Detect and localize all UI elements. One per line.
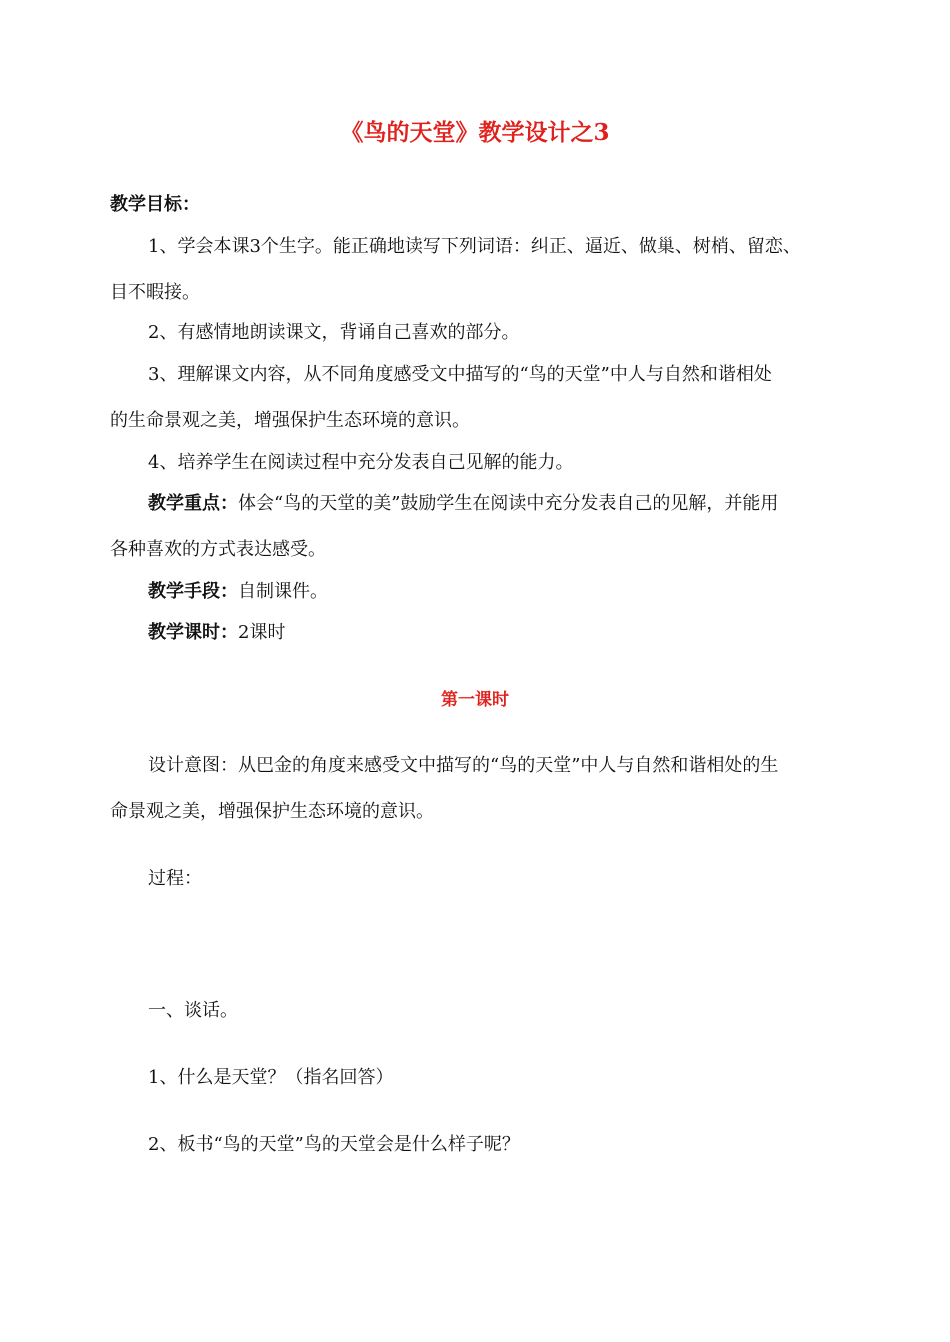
goal-item-3-line-1: 3、理解课文内容，从不同角度感受文中描写的“鸟的天堂”中人与自然和谐相处 <box>148 364 772 385</box>
focus-line-2: 各种喜欢的方式表达感受。 <box>110 539 326 560</box>
goal-item-4: 4、培养学生在阅读过程中充分发表自己见解的能力。 <box>148 452 574 473</box>
part-1-heading: 一、谈话。 <box>148 1000 238 1021</box>
goal-item-3-line-2: 的生命景观之美，增强保护生态环境的意识。 <box>110 410 470 431</box>
focus-text: 体会“鸟的天堂的美”鼓励学生在阅读中充分发表自己的见解，并能用 <box>238 493 779 514</box>
means-line <box>0 580 950 604</box>
goal-item-1-line-2: 目不暇接。 <box>110 282 200 303</box>
focus-label: 教学重点： <box>148 493 238 514</box>
intent-line-1: 设计意图：从巴金的角度来感受文中描写的“鸟的天堂”中人与自然和谐相处的生 <box>148 755 779 776</box>
document-title: 《鸟的天堂》教学设计之3 <box>340 119 610 146</box>
hours-label: 教学课时： <box>148 622 238 643</box>
intent-line-2: 命景观之美，增强保护生态环境的意识。 <box>110 801 434 822</box>
lesson-1-heading: 第一课时 <box>441 690 509 710</box>
goal-item-1-line-1: 1、学会本课3个生字。能正确地读写下列词语：纠正、逼近、做巢、树梢、留恋、 <box>148 236 801 257</box>
means-text: 自制课件。 <box>238 581 328 602</box>
goals-heading: 教学目标： <box>110 194 200 215</box>
hours-text: 2课时 <box>238 622 286 643</box>
goal-item-2: 2、有感情地朗读课文，背诵自己喜欢的部分。 <box>148 322 520 343</box>
hours-line <box>0 621 950 645</box>
question-1: 1、什么是天堂？（指名回答） <box>148 1067 394 1088</box>
question-2: 2、板书“鸟的天堂”鸟的天堂会是什么样子呢？ <box>148 1134 520 1155</box>
process-label: 过程： <box>148 868 202 889</box>
means-label: 教学手段： <box>148 581 238 602</box>
focus-line-1 <box>0 492 950 516</box>
